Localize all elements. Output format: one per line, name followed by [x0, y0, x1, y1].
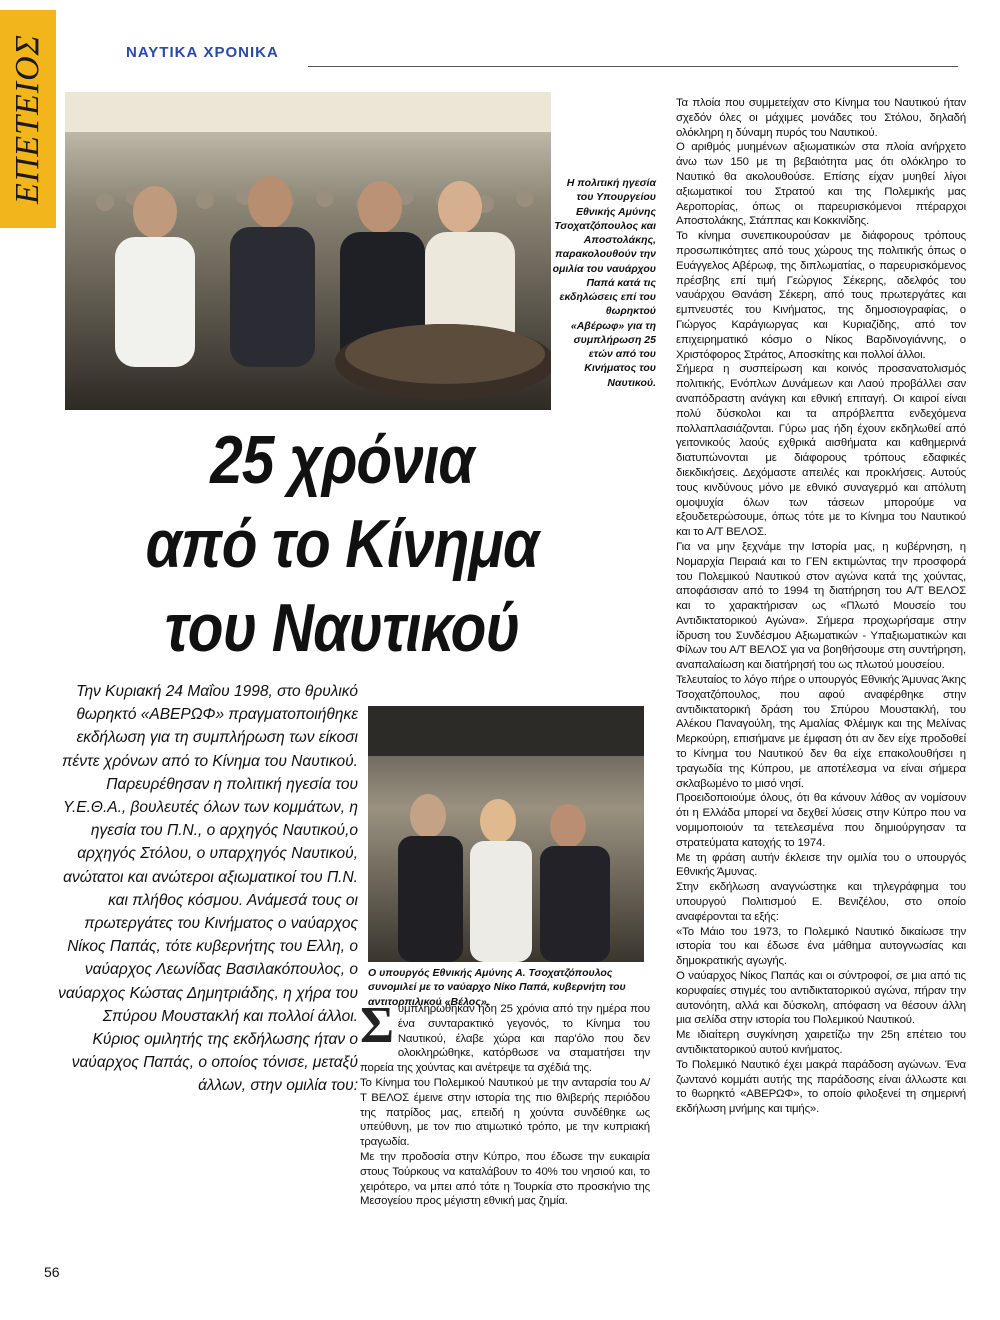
section-title: ΝΑΥΤΙΚΑ ΧΡΟΝΙΚΑ [126, 44, 279, 61]
right-paragraph: Ο αριθμός μυημένων αξιωματικών στα πλοία ανήρχετο άνω των 150 με τη βεβαιότητα μας ότι ολόκληρο το Ναυτικό θα ακολουθούσε. Επίσης είχαν μυηθεί λίγοι αξιωματικοί του Στρατού και της Πολεμικής μας Αεροπορίας, όπως οι παρευρισκόμενοι πτέραρχοι Αποστολάκης, Στάππας και Κοκκινίδης. [676, 141, 966, 228]
right-paragraph: Σήμερα η συσπείρωση και κοινός προσανατολισμός πολιτικής, Ενόπλων Δυνάμεων και Λαού προβάλλει σαν αναπόδραστη ανάγκη και εθνική επιταγή. Οι καιροί είναι πολύ δύσκολοι και τα απρόβλεπτα ενδεχόμενα πολλαπλασιάζονται. Γύρω μας ήδη έχουν εκδηλωθεί από γειτονικούς λαούς εχθρικά αισθήματα και καθημερινά διατυπώνονται με διάφορους τρόπους εδαφικές διεκδικήσεις. Δεχόμαστε απειλές και προκλήσεις. Αυτούς τους κινδύνους μόνο με εθνικό συναγερμό και απόλυτη ομοψυχία όλων των τάσεων μπορούμε να εξουδετερώσουμε, όπως τότε με το Κίνημα του Ναυτικού και το Α/Τ ΒΕΛΟΣ. [676, 363, 966, 539]
page-number: 56 [44, 1264, 60, 1280]
top-photo-caption: Η πολιτική ηγεσία του Υπουργείου Εθνικής Αμύνης Τσοχατζόπουλος και Αποστολάκης, παρακολουθούν την ομιλία του ναυάρχου Παπά κατά τις εκδηλώσεις επί του θωρηκτού «Αβέρωφ» για τη συμπλήρωση 25 ετών από του Κινήματος του Ναυτικού. [552, 177, 656, 389]
top-photo [65, 92, 551, 410]
right-paragraph: Τα πλοία που συμμετείχαν στο Κίνημα του Ναυτικού ήταν σχεδόν όλες οι μάχιμες μονάδες του Στόλου, δηλαδή ολόκληρη η δύναμη πυρός του Ναυτικού. [676, 97, 966, 139]
right-paragraph: Τελευταίος το λόγο πήρε ο υπουργός Εθνικής Άμυνας Άκης Τσοχατζόπουλος, που αφού αναφέρθηκε στην αντιδικτατορική δράση του Σπύρου Μουστακλή, του Αλέκου Παναγούλη, της Αμαλίας Φλέμιγκ και της Μελίνας Μερκούρη, επισήμανε με έμφαση ότι αν δεν είχε προδοθεί το Κίνημα του Ναυτικού δεν θα είχε επακολουθήσει η τραγωδία της Κύπρου, με αποτέλεσμα να είναι σήμερα σκλαβωμένο το μισό νησί. [676, 674, 966, 790]
right-paragraph: Για να μην ξεχνάμε την Ιστορία μας, η κυβέρνηση, η Νομαρχία Πειραιά και το ΓΕΝ εκτιμώντας την προσφορά του Πολεμικού Ναυτικού στον αγώνα κατά της χούντας, αποφάσισαν από το 1994 τη διατήρηση του Α/Τ ΒΕΛΟΣ και το χαρακτήρισαν ως «Πλωτό Μουσείο του Αντιδικτατορικού Αγώνα». Σήμερα προχωρήσαμε στην ίδρυση του Συνδέσμου Αξιωματικών - Υπαξιωματικών και Φίλων του Α/Τ ΒΕΛΟΣ για να βοηθήσουμε στη συντήρηση, αναπαλαίωση και διατήρησή του ως πλωτού μουσείου. [676, 540, 966, 672]
intro-text: Την Κυριακή 24 Μαΐου 1998, στο θρυλικό θωρηκτό «ΑΒΕΡΩΦ» πραγματοποιήθηκε εκδήλωση για τη συμπλήρωση των είκοσι πέντε χρόνων από το Κίνημα του Ναυτικού. Παρευρέθησαν η πολιτική ηγεσία του Υ.Ε.Θ.Α., βουλευτές όλων των κομμάτων, η ηγεσία του Π.Ν., ο αρχηγός Ναυτικού,ο αρχηγός Στόλου, ο υπαρχηγός Ναυτικού, ανώτατοι και ανώτεροι αξιωματικοί του Π.Ν. και πλήθος κόσμου. Ανάμεσά τους οι πρωτεργάτες του Κινήματος ο ναύαρχος Νίκος Παπάς, τότε κυβερνήτης του Ελλη, ο ναύαρχος Λεωνίδας Βασιλακόπουλος, ο ναύαρχος Κώστας Δημητριάδης, η χήρα του Σπύρου Μουστακλή και πολλοί άλλοι. Κύριος ομιλητής της εκδήλωσης ήταν ο ναύαρχος Παπάς, ο οποίος τόνισε, μεταξύ άλλων, στην ομιλία του: [58, 683, 358, 1095]
headline-line-3: του Ναυτικού [164, 590, 520, 666]
right-paragraph: Το Πολεμικό Ναυτικό έχει μακρά παράδοση αγώνων. Ένα ζωντανό κομμάτι αυτής της παράδοσης είναι άλλωστε και το θωρηκτό «ΑΒΕΡΩΦ», το οποίο φιλοξενεί τη σημερινή εκδήλωση μνήμης και τιμής». [676, 1058, 966, 1116]
headline [101, 418, 583, 670]
middle-column [360, 997, 650, 1209]
right-paragraph: «Το Μάιο του 1973, το Πολεμικό Ναυτικό δικαίωσε την ιστορία του και έδωσε ένα μάθημα αυτογνωσίας και δημοκρατικής αγωγής. [676, 925, 966, 968]
middle-paragraph: Με την προδοσία στην Κύπρο, που έδωσε την ευκαιρία στους Τούρκους να καταλάβουν το 40% του νησιού και, το χειρότερο, να μπει από τότε η Τουρκία στο προσκήνιο της Μεσογείου προς μέγιστη εθνική μας ζημία. [360, 1150, 650, 1208]
headline-line-1: 25 χρόνια [210, 422, 474, 498]
headline-line-2: από το Κίνημα [145, 506, 539, 582]
middle-paragraph: υμπληρώθηκαν ήδη 25 χρόνια από την ημέρα που ένα συνταρακτικό γεγονός, το Κίνημα του Ναυτικού, έλαβε χώρα και παρ'όλο που δεν ολοκληρώθηκε, κατόρθωσε να σταματήσει την πορεία της χούντας και ανέτρεψε τα σχέδιά της. [360, 1003, 650, 1075]
right-paragraph: Το κίνημα συνεπικουρούσαν με διάφορους τρόπους προσωπικότητες από τους χώρους της πολιτικής όπως ο Ευάγγελος Αβέρωφ, της διπλωματίας, ο παρευρισκόμενος πρέσβης επί τιμή Γεώργιος Σέκερης, αδελφός του ναυάρχου Θανάση Σέκερη, από τους πρωτεργάτες και εμπνευστές του Κινήματος, της δημοσιογραφίας, ο Γιώργος Καράγιωργας και Κυριαζίδης, από τον επιχειρηματικό κόσμο ο Νίκος Βαρδινογιάννης, ο Χριστόφορος Στράτος, Αποσκίτης και πολλοί άλλοι. [676, 230, 966, 361]
section-tab-label: ΕΠΕΤΕΙΟΣ [9, 34, 46, 204]
right-column [676, 96, 966, 1117]
right-paragraph: Ο ναύαρχος Νίκος Παπάς και οι σύντροφοί, σε μια από τις κορυφαίες στιγμές του αντιδικτατορικού αγώνα, πήραν την αυτονόητη, αλλά και δύσκολη, απόφαση να θέσουν άλλη μια σελίδα στην ιστορία του Πολεμικού Ναυτικού. [676, 970, 966, 1027]
drop-cap: Σ [360, 997, 394, 1054]
right-paragraph: Με ιδιαίτερη συγκίνηση χαιρετίζω την 25η επέτειο του αντιδικτατορικού αυτού κινήματος. [676, 1029, 966, 1056]
right-paragraph: Στην εκδήλωση αναγνώστηκε και τηλεγράφημα του υπουργού Πολιτισμού Ε. Βενιζέλου, στο οποίο αναφέρονται τα εξής: [676, 881, 966, 923]
right-paragraph: Με τη φράση αυτήν έκλεισε την ομιλία του ο υπουργός Εθνικής Άμυνας. [676, 851, 966, 879]
middle-photo [368, 706, 644, 962]
header-rule [308, 66, 958, 67]
middle-photo-caption: Ο υπουργός Εθνικής Αμύνης Α. Τσοχατζόπουλος συνομιλεί με το ναύαρχο Νίκο Παπά, κυβερνήτη του αντιτορπιλικού «Βέλος». [368, 967, 626, 1008]
middle-paragraph: Το Κίνημα του Πολεμικού Ναυτικού με την ανταρσία του Α/Τ ΒΕΛΟΣ έμεινε στην ιστορία της πιο θλιβερής περιόδου της πατρίδος μας, επειδή η χούντα συνδέθηκε ως υπεύθυνη, με τον πιο ατιμωτικό τρόπο, με την κυπριακή τραγωδία. [360, 1076, 650, 1149]
right-paragraph: Προειδοποιούμε όλους, ότι θα κάνουν λάθος αν νομίσουν ότι η Ελλάδα μπορεί να δεχθεί λύσεις στην Κύπρο που να νομιμοποιούν τα τετελεσμένα που δημιούργησαν τα στρατεύματα κατοχής το 1974. [676, 792, 966, 849]
